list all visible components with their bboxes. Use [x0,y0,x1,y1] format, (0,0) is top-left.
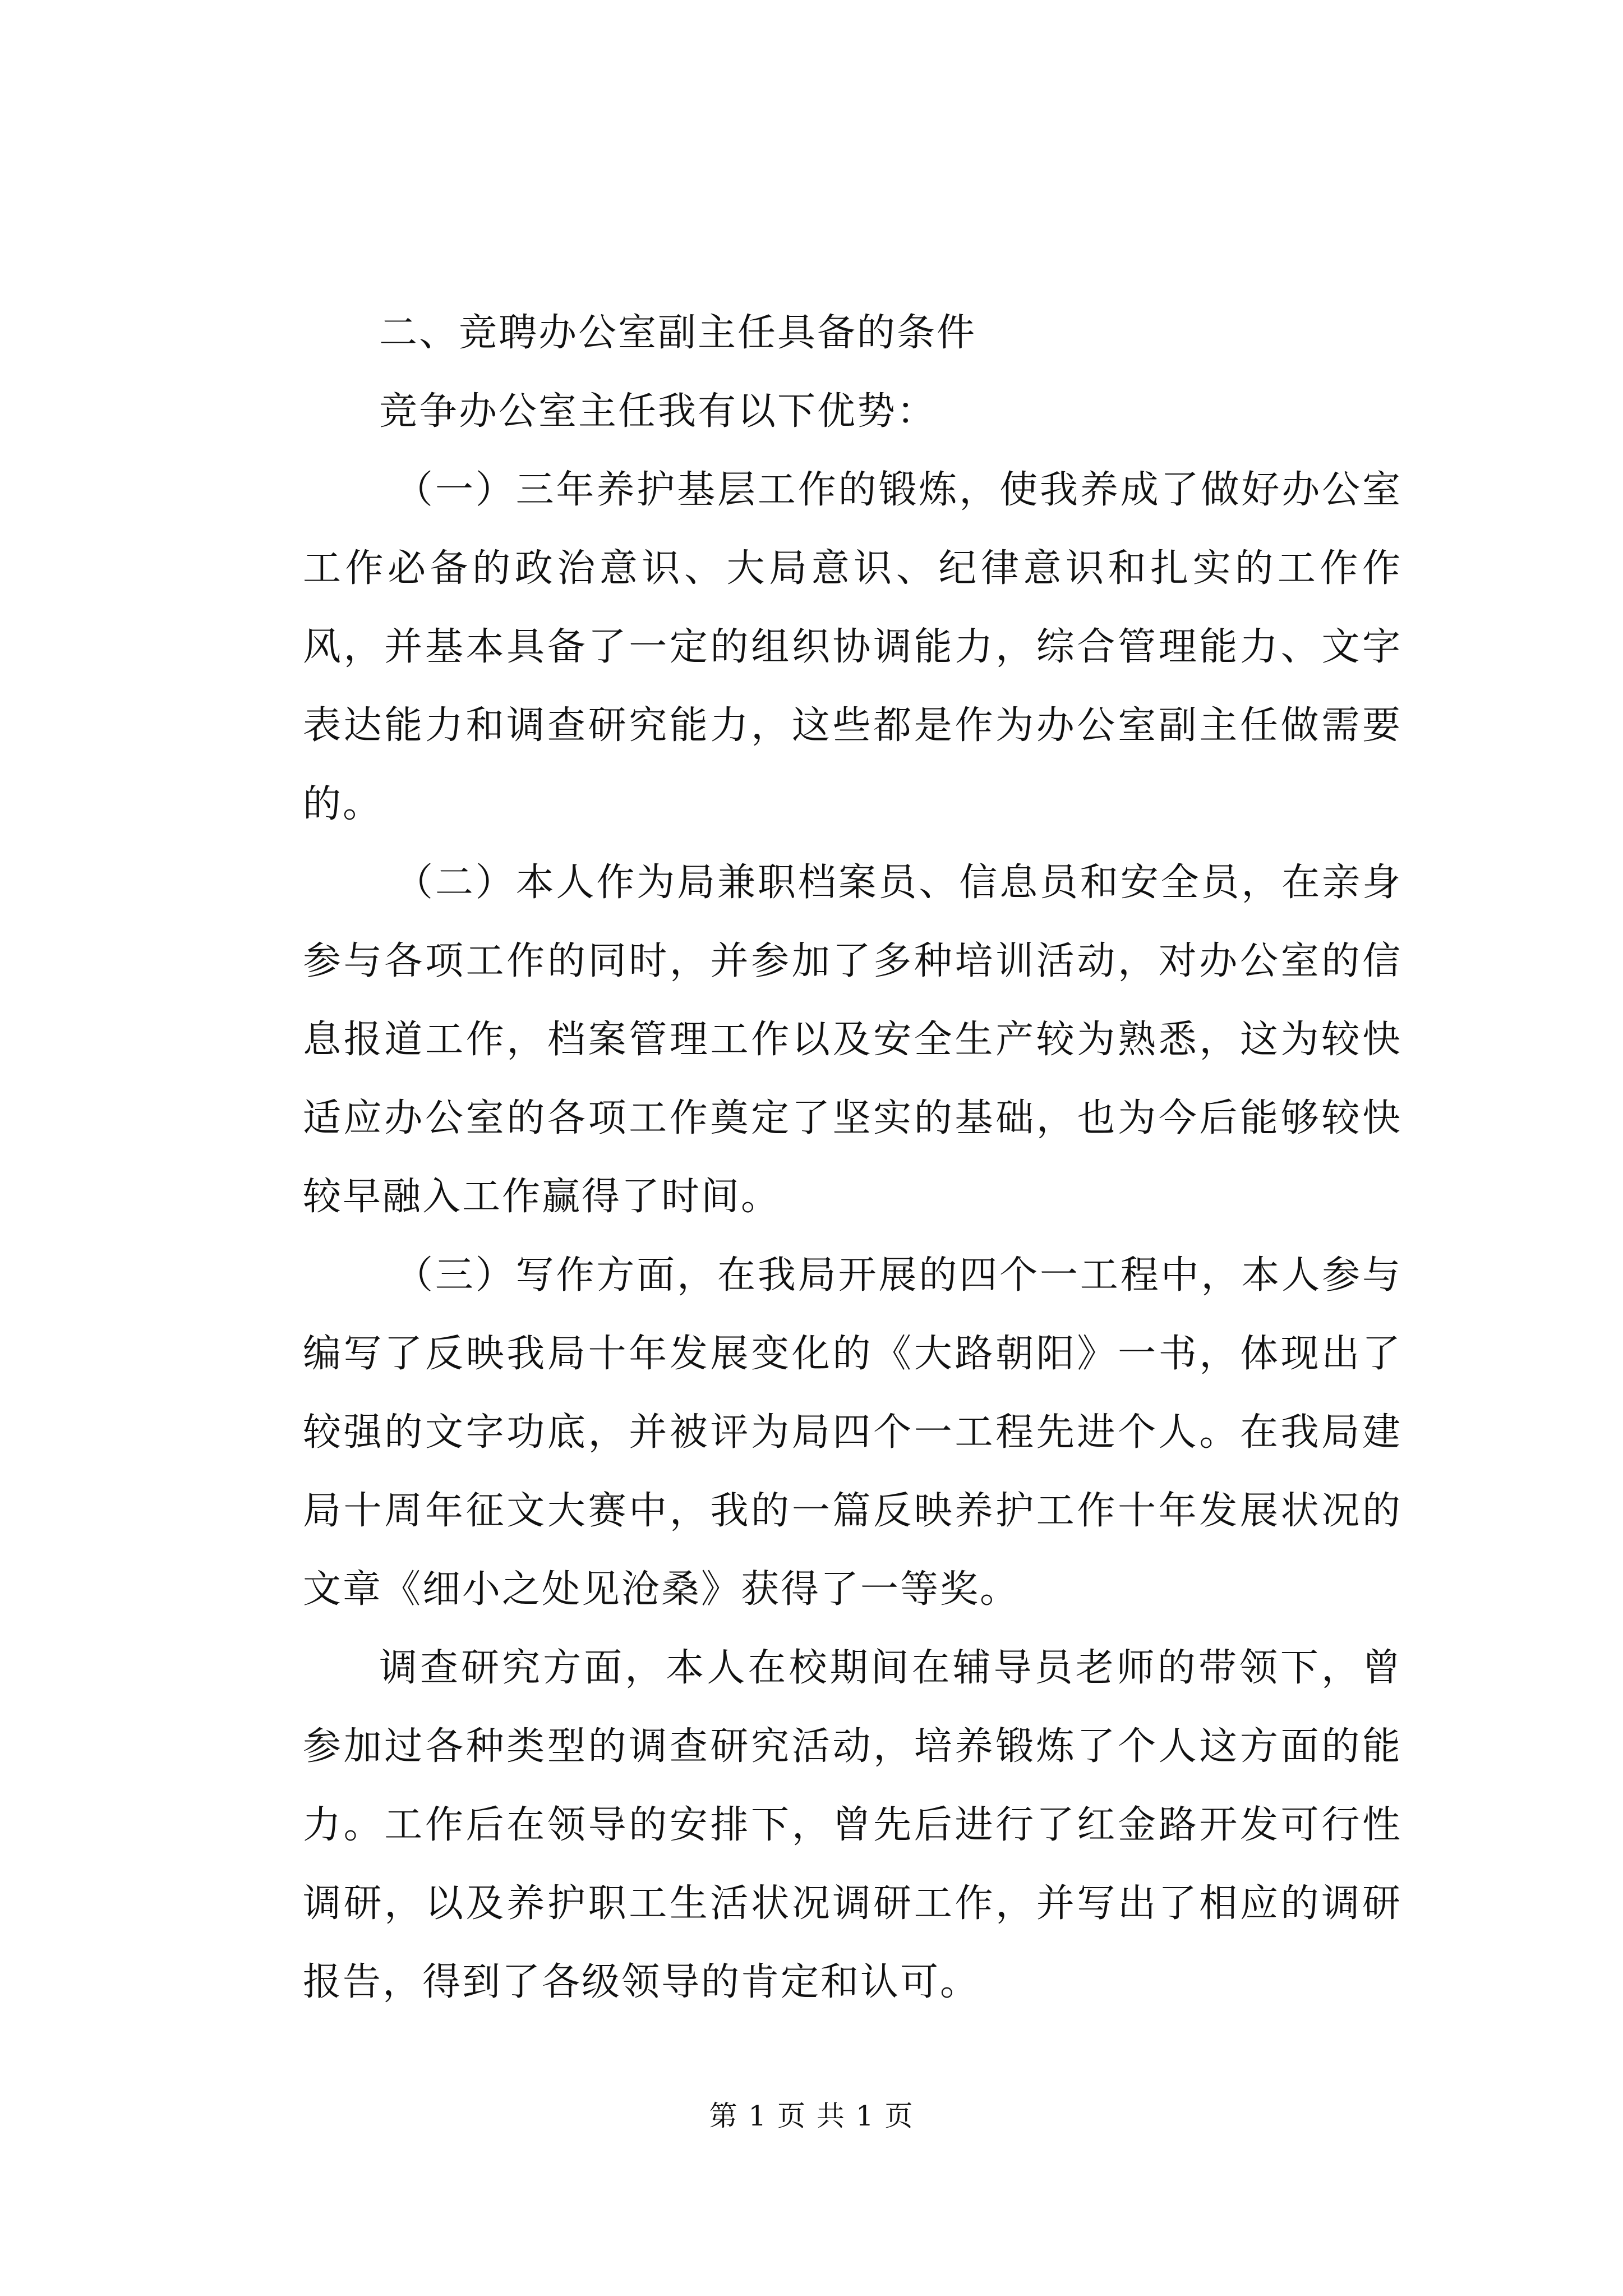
document-body [303,294,1402,2022]
page-indicator: 第 1 页 共 1 页 [709,2100,914,2132]
paragraph-research: 调查研究方面，本人在校期间在辅导员老师的带领下，曾参加过各种类型的调查研究活动，培养锻炼了个人这方面的能力。工作后在领导的安排下，曾先后进行了红金路开发可行性调研，以及养护职工生活状况调研工作，并写出了相应的调研报告，得到了各级领导的肯定和认可。 [303,1646,1402,2004]
paragraph-intro: 竞争办公室主任我有以下优势： [379,389,937,434]
page-footer [0,2098,1623,2134]
section-heading-text: 二、竞聘办公室副主任具备的条件 [379,311,977,355]
paragraph-item-1: （一）三年养护基层工作的锻炼，使我养成了做好办公室工作必备的政治意识、大局意识、纪律意识和扎实的工作作风，并基本具备了一定的组织协调能力，综合管理能力、文字表达能力和调查研究能力，这些都是作为办公室副主任做需要的。 [303,468,1402,826]
paragraph-item-2: （二）本人作为局兼职档案员、信息员和安全员，在亲身参与各项工作的同时，并参加了多种培训活动，对办公室的信息报道工作，档案管理工作以及安全生产较为熟悉，这为较快适应办公室的各项工作奠定了坚实的基础，也为今后能够较快较早融入工作赢得了时间。 [303,861,1402,1219]
paragraph-item-3: （三）写作方面，在我局开展的四个一工程中，本人参与编写了反映我局十年发展变化的《大路朝阳》一书，体现出了较强的文字功底，并被评为局四个一工程先进个人。在我局建局十周年征文大赛中，我的一篇反映养护工作十年发展状况的文章《细小之处见沧桑》获得了一等奖。 [303,1253,1402,1612]
section-heading [303,294,1402,372]
